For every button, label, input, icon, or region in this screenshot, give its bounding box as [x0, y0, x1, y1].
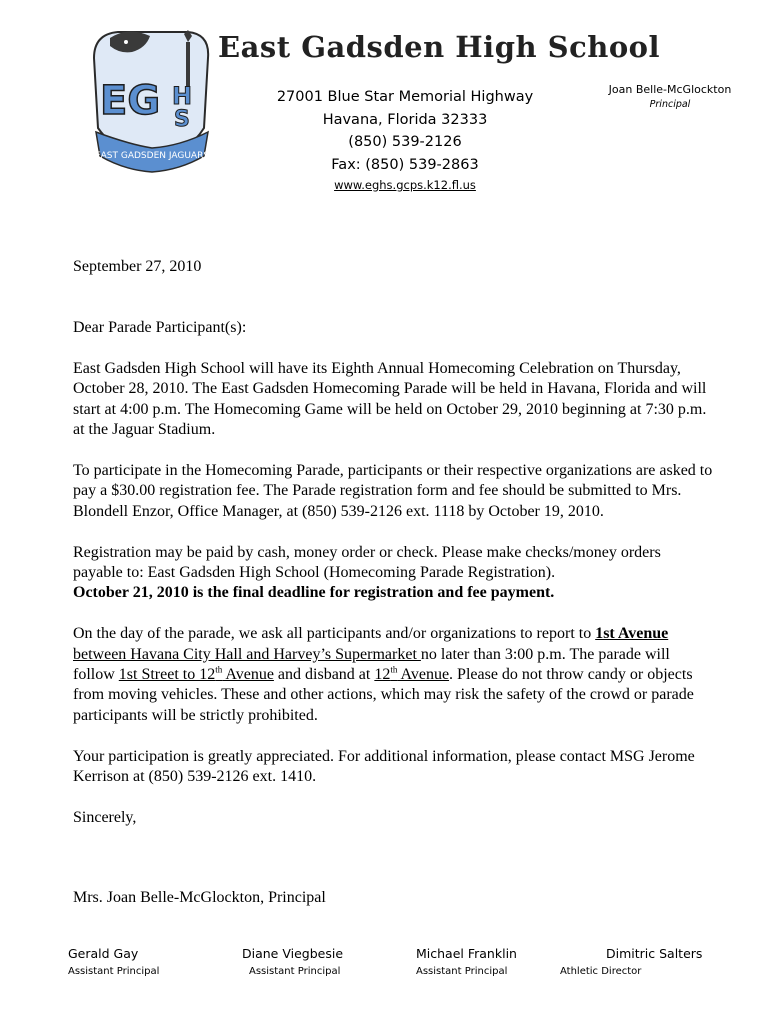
- assembly-location: 1st Avenue: [595, 625, 669, 643]
- address-block: [230, 86, 580, 194]
- svg-text:EAST GADSDEN JAGUARS: EAST GADSDEN JAGUARS: [94, 151, 210, 161]
- staff-role: Assistant Principal: [416, 966, 508, 977]
- staff-dimitric-salters: [560, 946, 702, 980]
- svg-text:EG: EG: [100, 78, 161, 124]
- ordinal-suffix: th: [390, 664, 398, 675]
- paragraph-payment: [73, 543, 713, 604]
- staff-role: Assistant Principal: [68, 966, 160, 977]
- assembly-area: between Havana City Hall and Harvey’s Supermarket: [73, 645, 421, 663]
- route-text: . Please do not throw candy or objects from moving vehicles. These and other actions, which may risk the safety of the crowd or parade participants will be strictly prohibited.: [73, 666, 694, 724]
- paragraph-contact: Your participation is greatly appreciated. For additional information, please contact MSG Jerome Kerrison at (850) 539-2126 ext. 1410.: [73, 747, 695, 786]
- fax-number: Fax: (850) 539-2863: [331, 156, 479, 173]
- staff-michael-franklin: [416, 946, 517, 980]
- principal-name: Joan Belle-McGlockton: [608, 83, 732, 96]
- school-logo: [88, 28, 216, 176]
- staff-role: Assistant Principal: [249, 966, 341, 977]
- route-text: and disband at: [273, 666, 375, 684]
- paragraph-parade-route: [73, 624, 713, 726]
- staff-name: Dimitric Salters: [606, 946, 703, 961]
- letter-signoff: Mrs. Joan Belle-McGlockton, Principal: [73, 889, 326, 906]
- payment-text: Registration may be paid by cash, money order or check. Please make checks/money orders payable to: East Gadsden High School (Homecoming Parade Registration).: [73, 543, 661, 582]
- paragraph-registration-fee: To participate in the Homecoming Parade, participants or their respective organizations are asked to pay a $30.00 registration fee. The Parade registration form and fee should be submitted to Mrs. Blondell Enzor, Office Manager, at (850) 539-2126 ext. 1118 by October 19, 2010.: [73, 462, 713, 520]
- ordinal-suffix: th: [215, 664, 223, 675]
- paragraph-event: East Gadsden High School will have its Eighth Annual Homecoming Celebration on Thursday, October 28, 2010. The East Gadsden Homecoming Parade will be held in Havana, Florida and will start at 4:00 p.m. The Homecoming Game will be held on October 29, 2010 beginning at 7:30 p.m. at the Jaguar Stadium.: [73, 360, 707, 439]
- route-text: no later than 3:00 p.m. The parade will follow: [73, 645, 670, 684]
- school-name: East Gadsden High School: [218, 30, 661, 64]
- route-segment: Avenue: [222, 666, 274, 684]
- letter-body: [73, 257, 713, 849]
- phone-number: (850) 539-2126: [348, 134, 462, 150]
- letter-date: September 27, 2010: [73, 258, 202, 275]
- principal-title: Principal: [649, 99, 691, 110]
- route-segment: 12: [374, 666, 391, 684]
- principal-block: [585, 82, 755, 112]
- route-text: On the day of the parade, we ask all participants and/or organizations to report to: [73, 625, 596, 643]
- svg-text:H: H: [172, 82, 193, 110]
- disband-location: [374, 666, 449, 683]
- staff-name: Diane Viegbesie: [242, 946, 344, 961]
- deadline-notice: October 21, 2010 is the final deadline for registration and fee payment.: [73, 584, 555, 602]
- staff-role: Athletic Director: [560, 966, 642, 977]
- address-line2: Havana, Florida 32333: [322, 111, 488, 128]
- letter-closing: Sincerely,: [73, 808, 137, 826]
- staff-name: Michael Franklin: [416, 946, 517, 961]
- staff-name: Gerald Gay: [68, 946, 139, 961]
- staff-gerald-gay: [68, 946, 159, 980]
- route-segment: 1st Street to 12: [118, 666, 216, 684]
- address-line1: 27001 Blue Star Memorial Highway: [276, 89, 534, 105]
- website-link[interactable]: www.eghs.gcps.k12.fl.us: [334, 178, 476, 192]
- staff-diane-viegbesie: [242, 946, 343, 980]
- parade-route: [119, 666, 274, 683]
- letter-salutation: Dear Parade Participant(s):: [73, 319, 247, 337]
- route-segment: Avenue: [397, 666, 450, 684]
- svg-text:S: S: [174, 107, 190, 132]
